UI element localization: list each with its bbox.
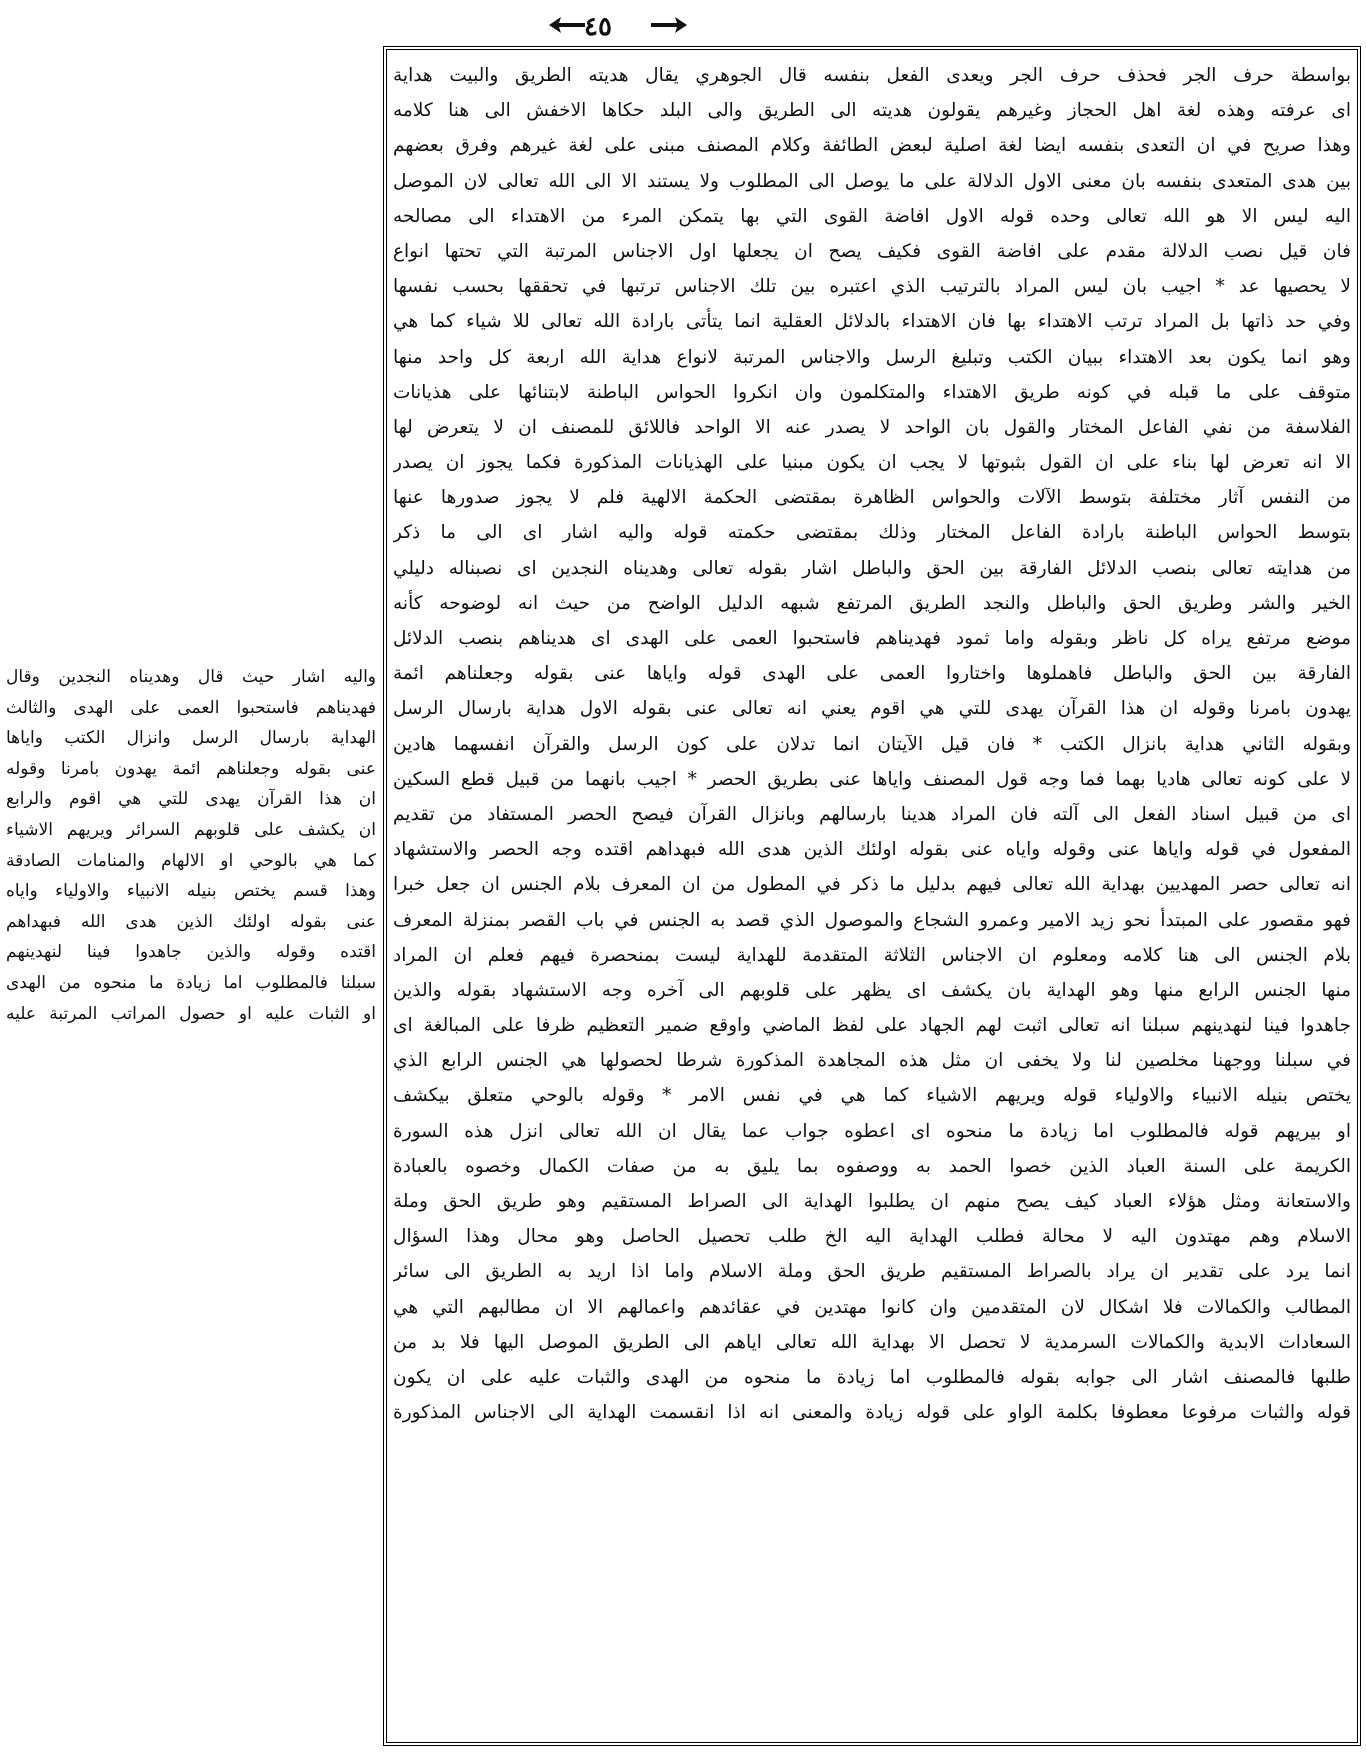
text-line: وهذا صريح في ان التعدى بنفسه ايضا لغة اصلية لبعض الطائفة وكلام المصنف مبنى على لغة غيرهم وفرق بعضهم <box>393 135 1351 157</box>
margin-line: كما هي بالوحي او الالهام والمنامات الصادقة <box>6 850 376 871</box>
text-line: قوله والثبات مرفوعا معطوفا بكلمة الواو على قوله زيادة والمعنى انه اذا انقسمت الهداية الى الاجناس المذكورة <box>393 1402 1351 1424</box>
text-line: طلبها فالمصنف اشار الى جوابه بقوله فالمطلوب اما زيادة ما منحوه من الهدى والثبات عليه على ان يكون <box>393 1366 1351 1388</box>
margin-line: عنى بقوله اولئك الذين هدى الله فبهداهم <box>6 911 376 932</box>
main-text-block <box>393 58 1351 1738</box>
margin-line: اقتده وقوله والذين جاهدوا فينا لنهدينهم <box>6 942 376 963</box>
text-line: اليه ليس الا هو الله تعالى وحده قوله الاول افاضة القوى التي بها يتمكن المرء من الاهتداء الى مصالحه <box>393 205 1351 227</box>
margin-line: وهذا قسم يختص بنيله الانبياء والاولياء واياه <box>6 881 376 902</box>
text-line: وفي حد ذاتها بل المراد ترتب الاهتداء بها فان الاهتداء بالدلائل العقلية انما يتأتى بارادة الله تعالى للا شياء كما هي <box>393 311 1351 333</box>
text-line: لا على كونه تعالى هاديا بهما فما وجه قول المصنف واياها عنى بطريق الحصر * اجيب بانهما من قبيل قطع السكين <box>393 768 1351 790</box>
margin-line: ان هذا القرآن يهدى للتي هي اقوم والرابع <box>6 789 376 810</box>
margin-line: عنى بقوله وجعلناهم ائمة يهدون بامرنا وقوله <box>6 758 376 779</box>
margin-line: ان يكشف على قلوبهم السرائر ويريهم الاشياء <box>6 819 376 840</box>
text-line: وبقوله الثاني هداية بانزال الكتب * فان قيل الآيتان انما تدلان على كون الرسل والقرآن انفسهما هادين <box>393 733 1351 755</box>
text-line: السعادات الابدية والكمالات السرمدية لا تحصل الا بهداية الله تعالى اياهم الى الطريق الموصل اليها فلا بد من <box>393 1331 1351 1353</box>
text-line: اى عرفته وهذه لغة اهل الحجاز وغيرهم يقولون هديته الى الطريق والى البلد حكاها الاخفش الى هنا كلامه <box>393 100 1351 122</box>
margin-line: سبلنا فالمطلوب اما زيادة ما منحوه من الهدى <box>6 972 376 993</box>
text-line: من النفس آثار مختلفة بتوسط الآلات والحواس الظاهرة بمقتضى الحكمة الالهية فلم لا يجوز صدورها عنها <box>393 487 1351 509</box>
text-line: متوقف على ما قبله في كونه طريق الاهتداء والمتكلمون وان انكروا الحواس الباطنة لابتنائها على هذيانات <box>393 381 1351 403</box>
text-line: الكريمة على السنة العباد الذين خصوا الحمد به ووصفوه بما يليق به من صفات الكمال وخصوه بالعبادة <box>393 1155 1351 1177</box>
text-line: الفلاسفة من نفي الفاعل المختار والقول بان الواحد لا يصدر عنه الا الواحد فاللائق للمصنف ان لا يتعرض لها <box>393 416 1351 438</box>
text-line: فان قيل نصب الدلالة مقدم على افاضة القوى فكيف يصح ان يجعلها اول الاجناس المرتبة التي تحتها انواع <box>393 240 1351 262</box>
text-line: الاسلام وهم مهتدون اليه لا محالة فطلب الهداية اليه الخ طلب تحصيل الحاصل وهو محال وهذا السؤال <box>393 1226 1351 1248</box>
text-line: فهو مقصور على المبتدأ نحو زيد الامير وعمرو الشجاع والموصول الذي قصد به الجنس في باب القصر بمنزلة المعرف <box>393 909 1351 931</box>
page-number: ٤٥ <box>584 12 612 42</box>
text-line: بين هدى المتعدى بنفسه بان معنى الاول الدلالة على ما يوصل الى المطلوب ولا يستند الا الى الله تعالى لان الموصل <box>393 170 1351 192</box>
text-line: الا انه تعرض لها بناء على ان القول بثبوتها لا يجب ان يكون مبنيا على الهذيانات المذكورة فكما يجوز ان يصدر <box>393 452 1351 474</box>
text-line: اى من قبيل اسناد الفعل الى آلته فان المراد هدينا بارسالهم وبانزال القرآن فيصح الحصر المستفاد من تقديم <box>393 803 1351 825</box>
text-line: الخير والشر وطريق الحق والباطل والنجد الطريق المرتفع شبهه الدليل الواضح من حيث انه لوضوحه كأنه <box>393 592 1351 614</box>
text-line: منها الجنس الرابع منها وهو الهداية بان يكشف اى يظهر على قلوبهم الى آخره وجه الاستشهاد بقوله والذين <box>393 979 1351 1001</box>
margin-commentary <box>6 662 376 1029</box>
text-line: بلام الجنس الى هنا كلامه ومعلوم ان الاجناس الثلاثة المتقدمة للهداية ليست بمنحصرة فيهم فعلم ان المراد <box>393 944 1351 966</box>
text-line: الفارقة بين الحق والباطل فاهملوها واختاروا العمى على الهدى قوله واياها عنى بقوله وجعلناهم ائمة <box>393 663 1351 685</box>
text-line: المفعول في قوله واياها عنى وقوله واياه عنى بقوله اولئك الذين هدى الله فبهداهم اقتده وجه الحصر والاستشهاد <box>393 839 1351 861</box>
text-line: بواسطة حرف الجر فحذف حرف الجر ويعدى الفعل بنفسه قال الجوهري يقال هديته الطريق والبيت هداية <box>393 65 1351 86</box>
text-line: انه تعالى حصر المهديين بهداية الله تعالى فيهم بدليل ما ذكر في المطول من ان المعرف بلام الجنس ان جعل خبرا <box>393 874 1351 896</box>
margin-line: او الثبات عليه او حصول المراتب المرتبة عليه <box>6 1003 376 1024</box>
margin-line: فهديناهم فاستحبوا العمى على الهدى والثالث <box>6 697 376 718</box>
text-line: انما يرد على تقدير ان يراد بالصراط المستقيم طريق الحق وملة الاسلام واما اذا اريد به الطريق الى سائر <box>393 1261 1351 1283</box>
text-line: يختص بنيله الانبياء والاولياء قوله ويريهم الاشياء كما هي في نفس الامر * وقوله بالوحي متعلق بيكشف <box>393 1085 1351 1107</box>
text-line: يهدون بامرنا وقوله ان هذا القرآن يهدى للتي هي اقوم يعني انه تعالى عنى بقوله الاول هداية بارسال الرسل <box>393 698 1351 720</box>
right-ornament-icon <box>649 14 689 36</box>
text-line: وهو انما يكون بعد الاهتداء ببيان الكتب وتبليغ الرسل والاجناس المرتبة لانواع هداية الله اربعة كل واحد منها <box>393 346 1351 368</box>
text-line: بتوسط الحواس الباطنة بارادة الفاعل المختار وذلك بمقتضى حكمته قوله واليه اشار اى الى ما ذكر <box>393 522 1351 544</box>
margin-line: واليه اشار حيث قال وهديناه النجدين وقال <box>6 667 376 687</box>
text-line: جاهدوا فينا لنهدينهم سبلنا انه تعالى اثبت لهم الجهاد على لفظ الماضي واوقع ضمير التعظيم ظرفا على المبالغة اى <box>393 1015 1351 1037</box>
text-line: المطالب والكمالات فلا اشكال لان المتقدمين وان كانوا مهتدين في عقائدهم واعمالهم الا ان مطالبهم التي هي <box>393 1296 1351 1318</box>
margin-line: الهداية بارسال الرسل وانزال الكتب واياها <box>6 728 376 749</box>
text-line: لا يحصيها عد * اجيب بان ليس المراد بالترتيب الذي اعتبره بين تلك الاجناس ترتبها في تحققها بحسب نفسها <box>393 276 1351 298</box>
text-line: في سبلنا ووجهنا مخلصين لنا ولا يخفى ان مثل هذه المجاهدة المذكورة شرطا لحصولها هي الجنس الرابع الذي <box>393 1050 1351 1072</box>
text-line: او بيريهم قوله فالمطلوب اما زيادة ما منحوه اى اعطوه جواب عما يقال ان الله تعالى انزل هذه السورة <box>393 1120 1351 1142</box>
text-line: موضع مرتفع يراه كل ناظر وبقوله واما ثمود فهديناهم فاستحبوا العمى على الهدى اى هديناهم بنصب الدلائل <box>393 628 1351 649</box>
text-line: والاستعانة ومثل هؤلاء العباد كيف يصح منهم ان يطلبوا الهداية الى الصراط المستقيم وهو طريق الحق وملة <box>393 1191 1351 1212</box>
text-line: من هدايته تعالى بنصب الدلائل الفارقة بين الحق والباطل اشار بقوله تعالى وهديناه النجدين اى نصبناله دليلي <box>393 557 1351 579</box>
